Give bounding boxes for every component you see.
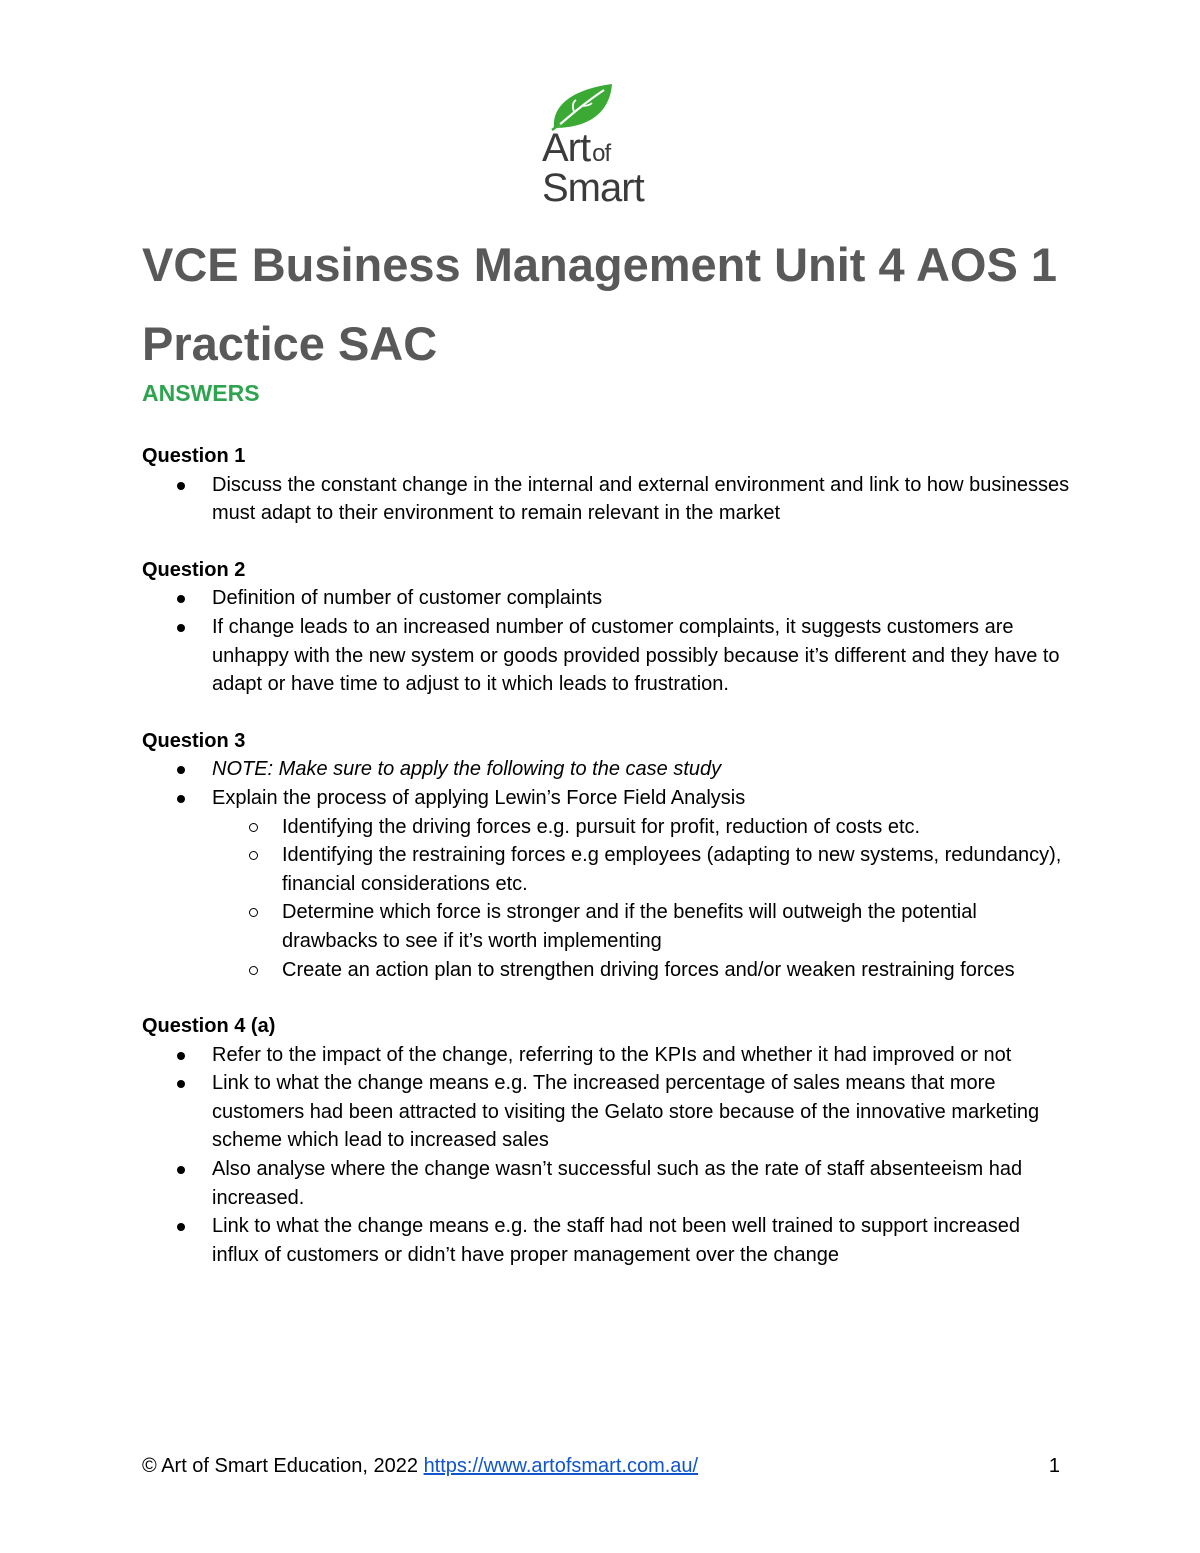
list-item-text: Explain the process of applying Lewin’s Force Field Analysis	[212, 786, 746, 809]
question-2	[142, 556, 1072, 699]
logo-word-art: Art	[542, 126, 591, 170]
list-item: Refer to the impact of the change, referring to the KPIs and whether it had improved or not	[212, 1041, 1072, 1070]
question-3	[142, 727, 1072, 984]
question-heading: Question 1	[142, 445, 246, 467]
answers-content	[142, 442, 1072, 1297]
answers-heading: ANSWERS	[142, 380, 260, 406]
question-heading: Question 3	[142, 729, 246, 752]
page-number: 1	[1048, 1455, 1060, 1477]
logo-wordmark	[542, 128, 644, 208]
sub-list-item: Identifying the restraining forces e.g employees (adapting to new systems, redundancy), financial considerations etc.	[282, 841, 1072, 898]
art-of-smart-logo	[538, 80, 668, 208]
website-link[interactable]: https://www.artofsmart.com.au/	[423, 1455, 699, 1477]
sub-list-item: Create an action plan to strengthen driving forces and/or weaken restraining forces	[282, 956, 1072, 985]
list-item: Also analyse where the change wasn’t successful such as the rate of staff absenteeism had increased.	[212, 1155, 1072, 1212]
sub-list-item: Identifying the driving forces e.g. pursuit for profit, reduction of costs etc.	[282, 813, 1072, 842]
bullet-list	[142, 584, 1072, 698]
list-item: Definition of number of customer complaints	[212, 584, 1072, 613]
page-footer	[142, 1455, 1060, 1478]
list-item: Link to what the change means e.g. The increased percentage of sales means that more customers had been attracted to visiting the Gelato store because of the innovative marketing scheme which lead to increased sales	[212, 1069, 1072, 1155]
sub-list-item: Determine which force is stronger and if the benefits will outweigh the potential drawbacks to see if it’s worth implementing	[282, 898, 1072, 955]
list-item: Discuss the constant change in the internal and external environment and link to how businesses must adapt to their environment to remain relevant in the market	[212, 471, 1072, 528]
bullet-list	[142, 471, 1072, 528]
leaf-icon	[548, 80, 618, 132]
question-heading: Question 2	[142, 558, 246, 581]
bullet-list	[142, 755, 1072, 984]
document-title: VCE Business Management Unit 4 AOS 1 Practice SAC	[142, 238, 1057, 370]
logo-word-of: of	[592, 140, 611, 167]
footer-left	[142, 1455, 698, 1478]
list-item: Link to what the change means e.g. the staff had not been well trained to support increased influx of customers or didn’t have proper management over the change	[212, 1212, 1072, 1269]
question-heading: Question 4 (a)	[142, 1015, 276, 1038]
copyright-text: © Art of Smart Education, 2022	[142, 1455, 424, 1477]
question-1	[142, 442, 1072, 528]
logo-word-smart: Smart	[542, 166, 644, 210]
bullet-list	[142, 1041, 1072, 1270]
list-item	[212, 784, 1072, 984]
list-item: If change leads to an increased number of customer complaints, it suggests customers are unhappy with the new system or goods provided possibly because it’s different and they have to adapt or have time to adjust to it which leads to frustration.	[212, 613, 1072, 699]
list-item-note: NOTE: Make sure to apply the following to the case study	[212, 755, 1072, 784]
sub-bullet-list	[212, 813, 1072, 985]
question-4a	[142, 1012, 1072, 1269]
